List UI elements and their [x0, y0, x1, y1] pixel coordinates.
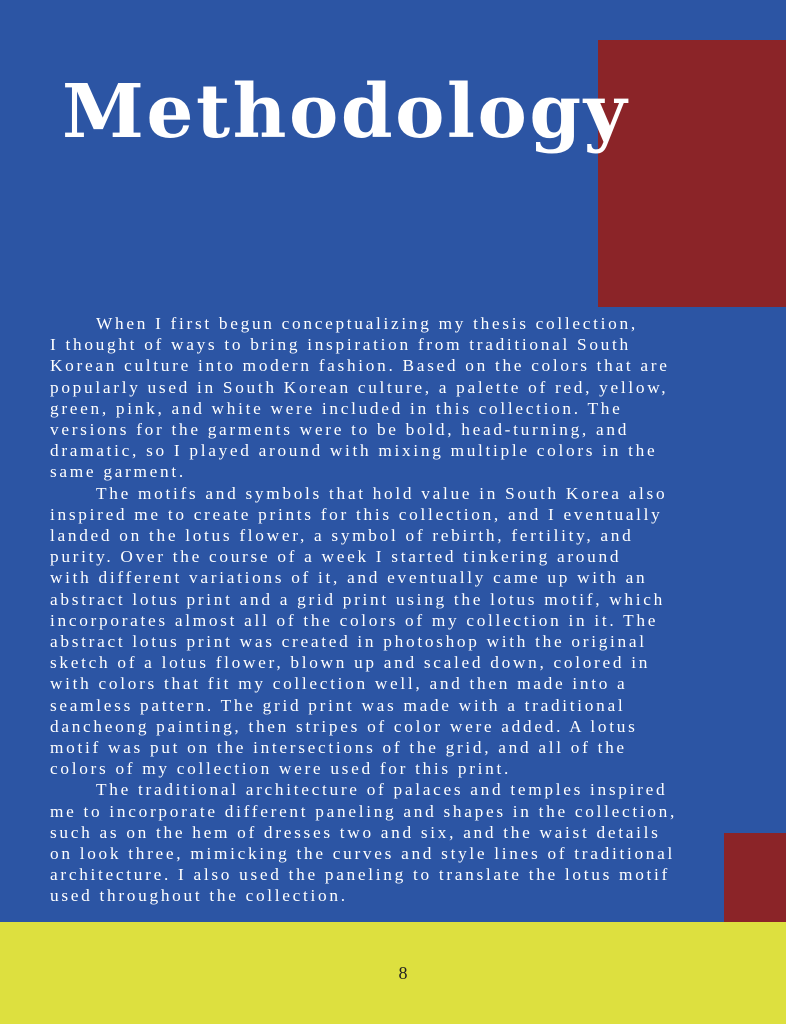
text-line: dancheong painting, then stripes of color were added. A lotus — [50, 716, 638, 736]
text-line: landed on the lotus flower, a symbol of rebirth, fertility, and — [50, 526, 634, 546]
text-line: on look three, mimicking the curves and style lines of traditional — [50, 844, 676, 864]
text-line: used throughout the collection. — [50, 886, 348, 906]
red-accent-block-bottom — [724, 833, 786, 922]
page-title: Methodology — [62, 69, 630, 155]
text-line: inspired me to create prints for this collection, and I eventually — [50, 504, 663, 524]
text-line: popularly used in South Korean culture, a palette of red, yellow, — [50, 377, 669, 397]
text-line: Korean culture into modern fashion. Based on the colors that are — [50, 356, 670, 376]
text-line: green, pink, and white were included in this collection. The — [50, 398, 623, 418]
text-line: When I first begun conceptualizing my thesis collection, — [96, 314, 638, 333]
paragraph-2 — [50, 483, 730, 780]
text-line: same garment. — [50, 462, 186, 482]
text-line: me to incorporate different paneling and shapes in the collection, — [50, 801, 678, 821]
text-line: incorporates almost all of the colors of my collection in it. The — [50, 610, 659, 630]
text-line: versions for the garments were to be bold, head-turning, and — [50, 420, 630, 440]
text-line: I thought of ways to bring inspiration from traditional South — [50, 335, 631, 355]
paragraph-1 — [50, 313, 730, 483]
text-line: motif was put on the intersections of the grid, and all of the — [50, 738, 627, 758]
body-text — [50, 313, 730, 907]
text-line: sketch of a lotus flower, blown up and scaled down, colored in — [50, 653, 651, 673]
text-line: seamless pattern. The grid print was made with a traditional — [50, 695, 626, 715]
text-line: dramatic, so I played around with mixing multiple colors in the — [50, 441, 658, 461]
text-line: colors of my collection were used for this print. — [50, 759, 512, 779]
text-line: purity. Over the course of a week I started tinkering around — [50, 547, 622, 567]
text-line: with different variations of it, and eventually came up with an — [50, 568, 648, 588]
text-line: with colors that fit my collection well, and then made into a — [50, 674, 628, 694]
page-number: 8 — [398, 963, 408, 983]
text-line: architecture. I also used the paneling to translate the lotus motif — [50, 865, 670, 885]
paragraph-3 — [50, 779, 730, 906]
text-line: abstract lotus print and a grid print using the lotus motif, which — [50, 589, 665, 609]
text-line: The motifs and symbols that hold value in South Korea also — [96, 483, 668, 503]
text-line: abstract lotus print was created in photoshop with the original — [50, 632, 647, 652]
text-line: The traditional architecture of palaces and temples inspired — [96, 780, 668, 800]
text-line: such as on the hem of dresses two and six, and the waist details — [50, 822, 661, 842]
